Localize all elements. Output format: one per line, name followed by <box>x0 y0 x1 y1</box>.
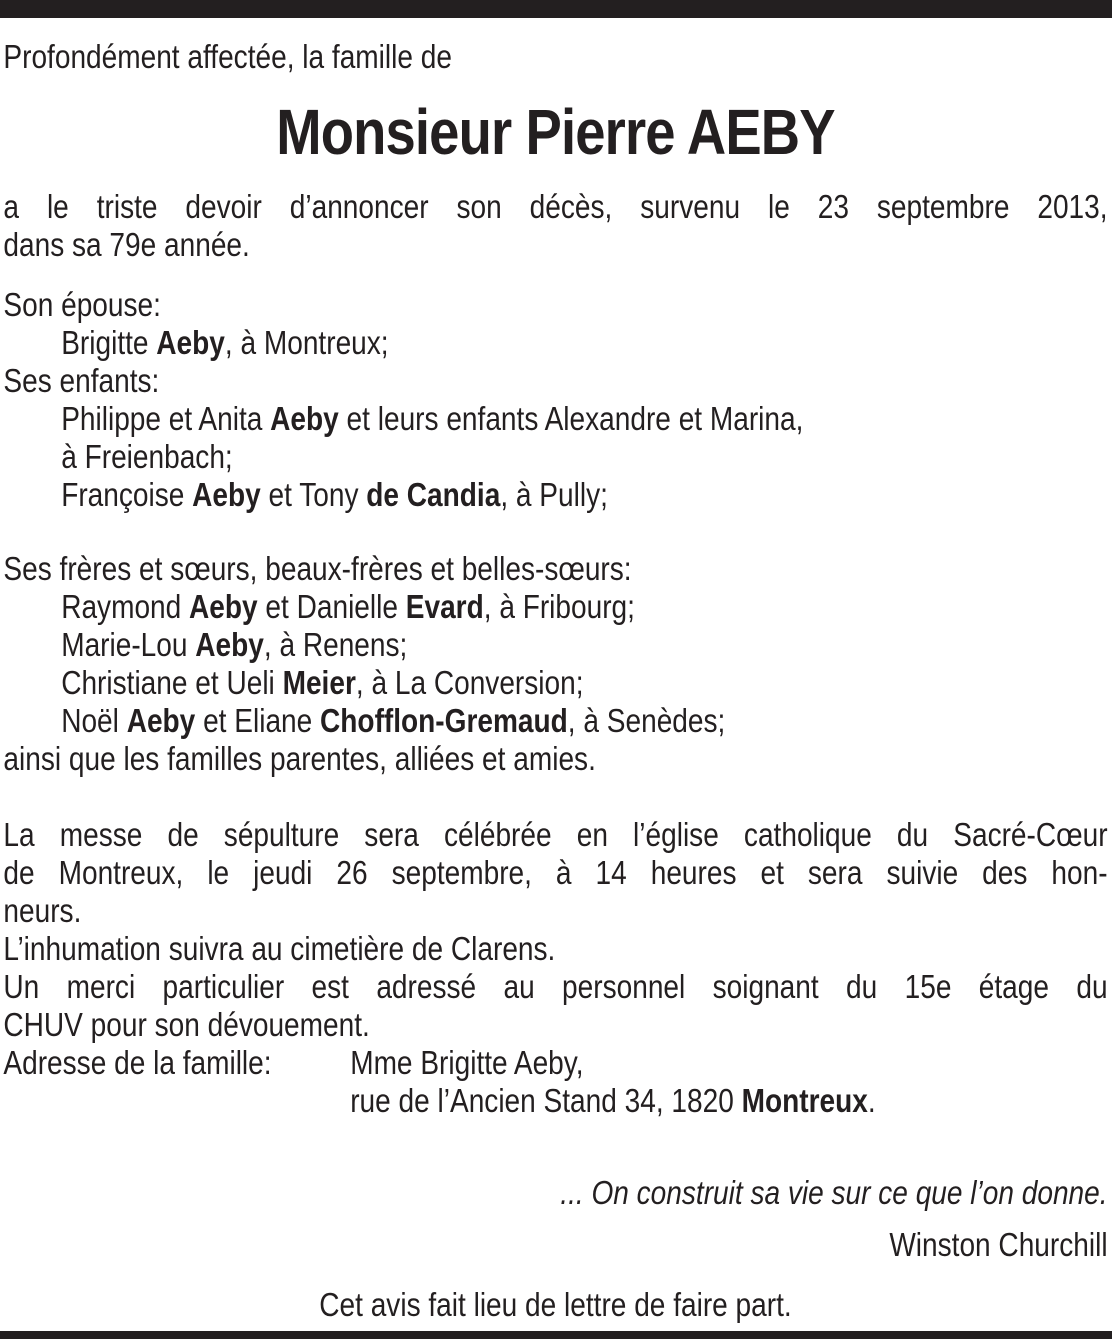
quote-author <box>3 1226 1107 1264</box>
notice-line-2 <box>3 226 1107 264</box>
text-segment: et Danielle <box>257 588 406 625</box>
text-segment: Son épouse: <box>3 286 161 323</box>
children-line-2 <box>3 438 1107 476</box>
quote-line <box>3 1174 1107 1212</box>
text-segment: Aeby <box>156 324 225 361</box>
footer-note <box>3 1286 1107 1324</box>
text-segment: Montreux <box>741 1082 868 1119</box>
text-segment: , à Fribourg; <box>483 588 635 625</box>
text-segment: , à Pully; <box>500 476 608 513</box>
siblings-line-4 <box>3 702 1107 740</box>
text-segment: Raymond <box>61 588 190 625</box>
text-segment: L’inhumation suivra au cimetière de Clarens. <box>3 930 556 967</box>
text-segment: Ses enfants: <box>3 362 160 399</box>
text-segment: Monsieur Pierre AEBY <box>276 96 835 168</box>
top-rule <box>0 0 1112 18</box>
text-segment: Philippe et Anita <box>61 400 271 437</box>
children-line-1 <box>3 400 1107 438</box>
address-label: Adresse de la famille: <box>3 1044 272 1081</box>
text-segment: Evard <box>405 588 484 625</box>
text-segment: Marie-Lou <box>61 626 196 663</box>
text-segment: rue de l’Ancien Stand 34, 1820 <box>350 1082 742 1119</box>
text-segment: dans sa 79e année. <box>3 226 250 263</box>
siblings-line-2 <box>3 626 1107 664</box>
intro-line <box>3 38 1107 76</box>
text-segment: Chofflon-Gremaud <box>320 702 568 739</box>
address-value: Mme Brigitte Aeby, <box>350 1044 584 1081</box>
text-segment: Aeby <box>192 476 261 513</box>
ceremony-line-3 <box>3 892 1107 930</box>
text-segment: et leurs enfants Alexandre et Marina, <box>338 400 804 437</box>
text-segment: et Tony <box>260 476 367 513</box>
notice-line-1 <box>3 188 1107 226</box>
ceremony-line-1 <box>3 816 1107 854</box>
text-segment: à Freienbach; <box>61 438 233 475</box>
section-spouse-heading <box>3 286 1107 324</box>
text-segment: de Montreux, le jeudi 26 septembre, à 14 heures et sera suivie des hon- <box>3 854 1108 891</box>
text-segment: neurs. <box>3 892 82 929</box>
burial-line <box>3 930 1107 968</box>
siblings-line-3 <box>3 664 1107 702</box>
spouse-line <box>3 324 1107 362</box>
text-segment: , à Senèdes; <box>567 702 726 739</box>
text-segment: Ses frères et sœurs, beaux-frères et belles-sœurs: <box>3 550 632 587</box>
text-segment: La messe de sépulture sera célébrée en l’église catholique du Sacré-Cœur <box>3 816 1108 853</box>
text-segment: Winston Churchill <box>889 1226 1108 1263</box>
text-segment: Aeby <box>189 588 258 625</box>
deceased-name <box>3 92 1107 172</box>
text-segment: Un merci particulier est adressé au personnel soignant du 15e étage du <box>3 968 1108 1005</box>
text-segment: et Eliane <box>195 702 321 739</box>
text-segment: Aeby <box>195 626 264 663</box>
text-segment: Aeby <box>126 702 196 739</box>
text-segment: CHUV pour son dévouement. <box>3 1006 370 1043</box>
notice-body <box>0 18 1112 1324</box>
ceremony-line-2 <box>3 854 1107 892</box>
text-segment: ... On construit sa vie sur ce que l’on donne. <box>560 1174 1108 1211</box>
text-segment: ainsi que les familles parentes, alliées et amies. <box>3 740 596 777</box>
text-segment: Françoise <box>61 476 193 513</box>
text-segment: , à Renens; <box>263 626 408 663</box>
section-children-heading <box>3 362 1107 400</box>
families-line <box>3 740 1107 778</box>
text-segment: Brigitte <box>61 324 157 361</box>
text-segment: Cet avis fait lieu de lettre de faire part. <box>319 1286 792 1323</box>
family-address-line-2 <box>3 1082 1107 1120</box>
text-segment: . <box>867 1082 876 1119</box>
text-segment: Meier <box>282 664 356 701</box>
text-segment: de Candia <box>366 476 501 513</box>
text-segment: Noël <box>61 702 127 739</box>
thanks-line-1 <box>3 968 1107 1006</box>
text-segment: a le triste devoir d’annoncer son décès, survenu le 23 septembre 2013, <box>3 188 1108 225</box>
text-segment: Christiane et Ueli <box>61 664 283 701</box>
text-segment: Aeby <box>270 400 339 437</box>
children-line-3 <box>3 476 1107 514</box>
text-segment: , à Montreux; <box>224 324 389 361</box>
text-segment: , à La Conversion; <box>355 664 584 701</box>
family-address-line-1 <box>3 1044 1107 1082</box>
bottom-rule <box>0 1331 1112 1339</box>
section-siblings-heading <box>3 550 1107 588</box>
siblings-line-1 <box>3 588 1107 626</box>
text-segment: Profondément affectée, la famille de <box>3 38 452 75</box>
thanks-line-2 <box>3 1006 1107 1044</box>
